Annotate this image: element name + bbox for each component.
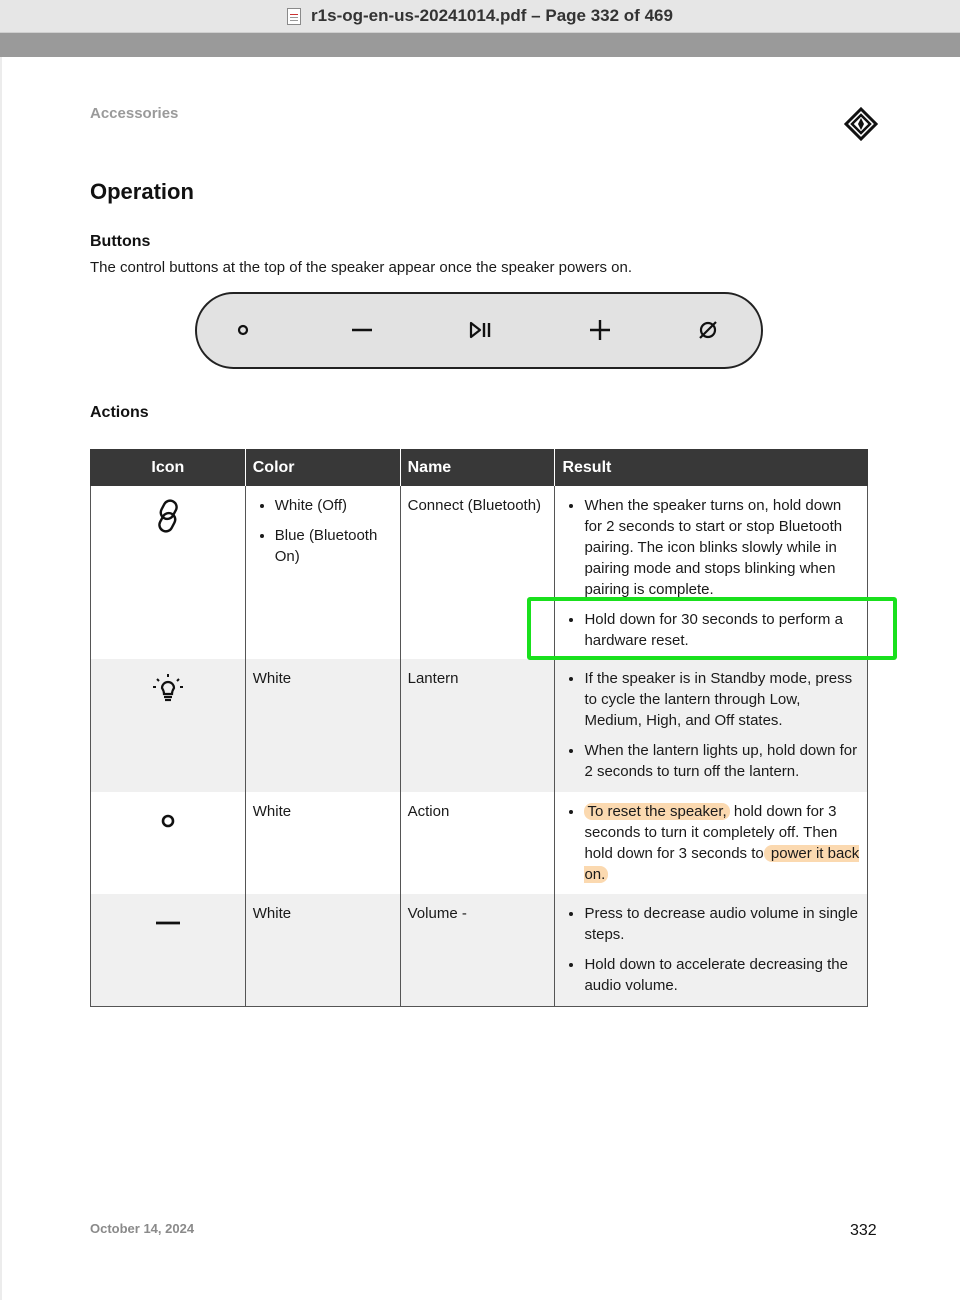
result-item: • When the speaker turns on, hold down for 2 seconds to start or stop Bluetooth pairing. The icon blinks slowly while in pairing mode and stops blinking when pairing is complete. <box>584 495 860 600</box>
result-text: hold down for 3 seconds to turn it completely off. Then hold down for 3 seconds to <box>584 803 838 862</box>
icon-cell <box>91 659 246 792</box>
result-cell <box>555 659 868 792</box>
highlight: To reset the speaker, <box>584 803 729 820</box>
icon-cell <box>91 486 246 659</box>
minus-icon <box>155 906 181 936</box>
footer-date: October 14, 2024 <box>90 1221 195 1236</box>
circle-icon <box>158 804 178 834</box>
result-item: • If the speaker is in Standby mode, press to cycle the lantern through Low, Medium, High, and Off states. <box>584 668 860 731</box>
header-icon: Icon <box>91 449 246 486</box>
result-cell <box>555 894 868 1006</box>
name-cell: Connect (Bluetooth) <box>400 486 555 659</box>
color-item: • White (Off) <box>275 495 393 516</box>
icon-cell <box>91 792 246 894</box>
pdf-file-icon <box>287 8 301 25</box>
buttons-heading: Buttons <box>90 233 151 250</box>
color-cell <box>245 486 400 659</box>
color-cell: White <box>245 792 400 894</box>
speaker-control-bar <box>195 292 763 369</box>
section-label: Accessories <box>90 105 179 122</box>
name-cell: Volume - <box>400 894 555 1006</box>
header-result: Result <box>555 449 868 486</box>
plus-icon <box>582 312 618 348</box>
page-number: 332 <box>850 1222 877 1239</box>
result-cell <box>555 486 868 659</box>
color-cell: White <box>245 659 400 792</box>
minus-icon <box>344 312 380 348</box>
action-circle-icon <box>225 312 261 348</box>
color-cell: White <box>245 894 400 1006</box>
color-item: • Blue (Bluetooth On) <box>275 525 393 567</box>
link-icon <box>153 498 183 534</box>
highlight: power it back on. <box>584 845 860 883</box>
table-row <box>91 894 868 1006</box>
buttons-description: The control buttons at the top of the speaker appear once the speaker powers on. <box>90 259 633 276</box>
name-cell: Lantern <box>400 659 555 792</box>
table-header-row <box>91 449 868 486</box>
result-item: • When the lantern lights up, hold down for 2 seconds to turn off the lantern. <box>584 740 860 782</box>
window-titlebar <box>0 0 960 33</box>
result-cell <box>555 792 868 894</box>
header-name: Name <box>400 449 555 486</box>
result-item: • Hold down for 30 seconds to perform a hardware reset. <box>584 609 860 651</box>
header-color: Color <box>245 449 400 486</box>
actions-heading: Actions <box>90 404 149 421</box>
pdf-page <box>2 57 960 1300</box>
icon-cell <box>91 894 246 1006</box>
result-item: • Press to decrease audio volume in single steps. <box>584 903 860 945</box>
rivian-logo-icon <box>844 107 878 141</box>
window-title: r1s-og-en-us-20241014.pdf – Page 332 of 469 <box>311 6 673 25</box>
result-item: • Hold down to accelerate decreasing the audio volume. <box>584 954 860 996</box>
table-row <box>91 659 868 792</box>
table-row <box>91 486 868 659</box>
lightbulb-icon <box>151 671 185 705</box>
bluetooth-link-icon <box>690 312 726 348</box>
actions-table <box>90 449 868 1007</box>
result-item <box>584 801 860 885</box>
play-pause-icon <box>463 312 499 348</box>
name-cell: Action <box>400 792 555 894</box>
toolbar-strip <box>0 33 960 57</box>
page-title: Operation <box>90 179 194 204</box>
table-row <box>91 792 868 894</box>
